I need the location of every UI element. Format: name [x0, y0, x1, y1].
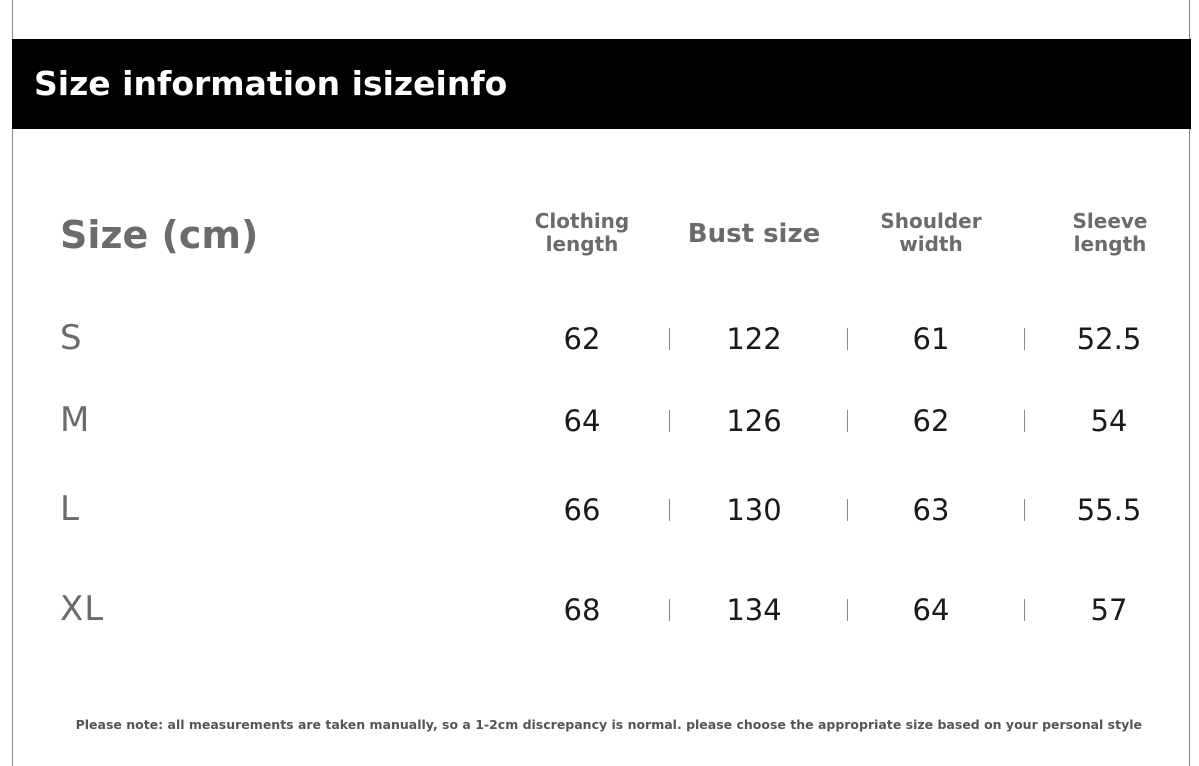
column-separator [1024, 499, 1025, 521]
column-separator [847, 410, 848, 432]
cell-xl-bust-size: 134 [726, 593, 782, 627]
header-clothing-length: Clothing length [534, 209, 630, 256]
cell-l-shoulder-width: 63 [912, 493, 950, 527]
column-separator [669, 328, 670, 350]
cell-s-sleeve-length: 52.5 [1076, 322, 1142, 356]
column-separator [1024, 410, 1025, 432]
header-banner [12, 39, 1191, 129]
banner-title: Size information isizeinfo [34, 64, 508, 103]
cell-s-bust-size: 122 [726, 322, 782, 356]
size-column-heading: Size (cm) [60, 213, 259, 257]
column-separator [847, 599, 848, 621]
cell-xl-clothing-length: 68 [563, 593, 601, 627]
column-separator [669, 499, 670, 521]
row-label-m: M [60, 400, 91, 440]
row-label-s: S [60, 318, 83, 358]
cell-xl-shoulder-width: 64 [912, 593, 950, 627]
header-shoulder-width: Shoulder width [880, 209, 982, 256]
cell-m-sleeve-length: 54 [1090, 404, 1128, 438]
cell-m-clothing-length: 64 [563, 404, 601, 438]
column-separator [1024, 599, 1025, 621]
cell-l-bust-size: 130 [726, 493, 782, 527]
cell-s-shoulder-width: 61 [912, 322, 950, 356]
cell-xl-sleeve-length: 57 [1090, 593, 1128, 627]
cell-l-sleeve-length: 55.5 [1076, 493, 1142, 527]
row-label-xl: XL [60, 589, 105, 629]
column-separator [669, 599, 670, 621]
header-bust-size: Bust size [687, 219, 821, 249]
cell-m-shoulder-width: 62 [912, 404, 950, 438]
header-sleeve-length: Sleeve length [1072, 209, 1148, 256]
measurement-note: Please note: all measurements are taken manually, so a 1-2cm discrepancy is normal. please choose the appropriate size based on your personal style [75, 717, 1142, 732]
column-separator [669, 410, 670, 432]
row-label-l: L [60, 489, 80, 529]
column-separator [1024, 328, 1025, 350]
column-separator [847, 328, 848, 350]
cell-m-bust-size: 126 [726, 404, 782, 438]
cell-s-clothing-length: 62 [563, 322, 601, 356]
cell-l-clothing-length: 66 [563, 493, 601, 527]
column-separator [847, 499, 848, 521]
